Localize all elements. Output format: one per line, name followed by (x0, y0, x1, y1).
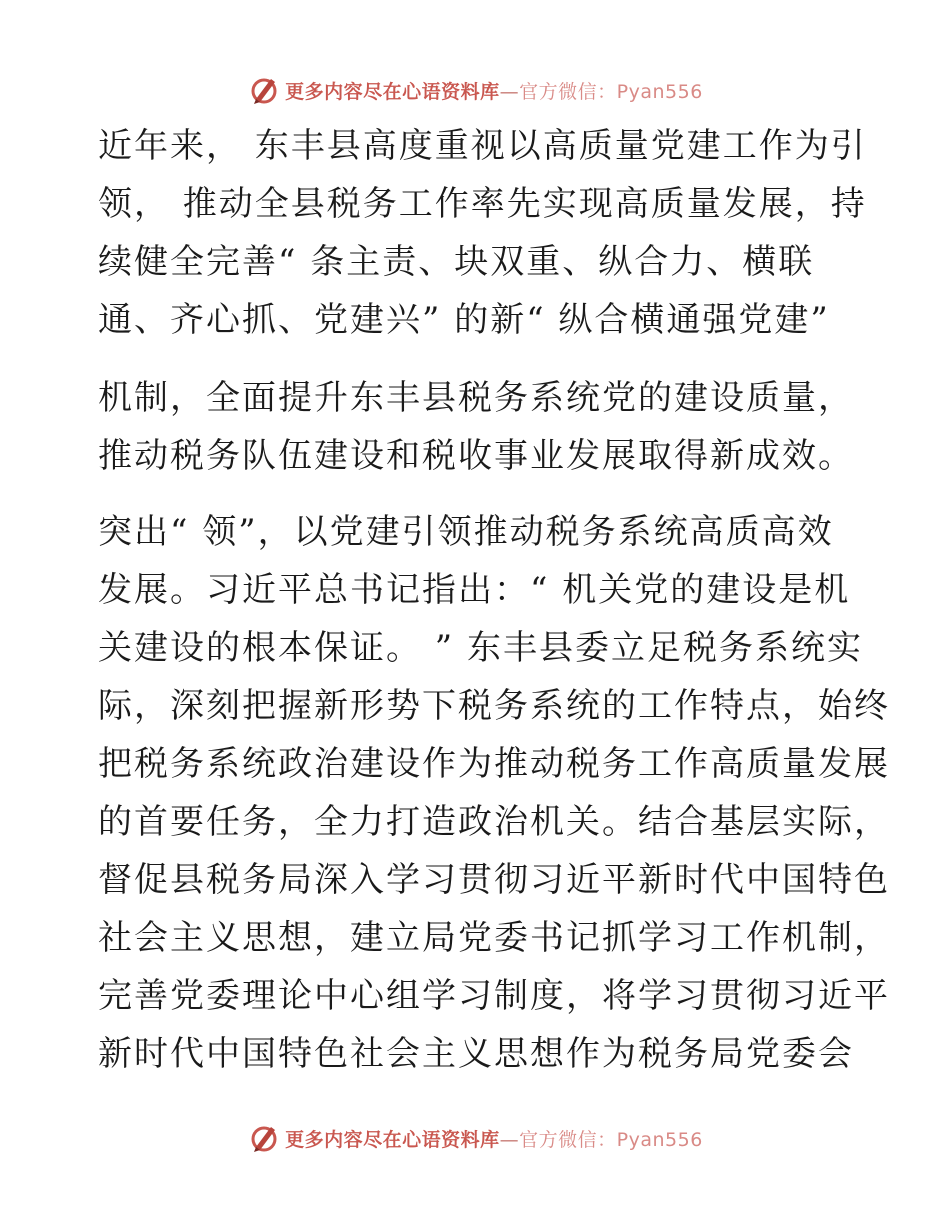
header-banner-text (285, 77, 703, 104)
pen-logo-icon (247, 73, 281, 107)
text-line: 通、齐心抓、党建兴” 的新“ 纵合横通强党建” (98, 300, 830, 340)
paragraph-1 (98, 126, 867, 340)
text-line: 近年来， 东丰县高度重视以高质量党建工作为引 (98, 126, 867, 166)
text-line: 推动税务队伍建设和税收事业发展取得新成效。 (98, 436, 854, 476)
footer-banner-contact: 官方微信：Pyan556 (519, 1128, 703, 1151)
header-watermark-banner (0, 70, 950, 110)
text-line: 把税务系统政治建设作为推动税务工作高质量发展 (98, 744, 890, 784)
text-line: 完善党委理论中心组学习制度，将学习贯彻习近平 (98, 976, 890, 1016)
footer-banner-site: 更多内容尽在心语资料库 (285, 1128, 500, 1151)
footer-banner-text (285, 1125, 703, 1152)
text-line: 的首要任务，全力打造政治机关。结合基层实际， (98, 802, 890, 842)
pen-logo-icon (247, 1121, 281, 1155)
text-line: 际，深刻把握新形势下税务系统的工作特点，始终 (98, 686, 890, 726)
header-banner-separator: — (499, 80, 520, 103)
text-line: 机制，全面提升东丰县税务系统党的建设质量， (98, 378, 854, 418)
text-line: 突出“ 领”，以党建引领推动税务系统高质高效 (98, 512, 834, 552)
text-line: 发展。习近平总书记指出：“ 机关党的建设是机 (98, 570, 851, 610)
paragraph-2 (98, 378, 854, 476)
text-line: 社会主义思想，建立局党委书记抓学习工作机制， (98, 918, 890, 958)
text-line: 关建设的根本保证。 ” 东丰县委立足税务系统实 (98, 628, 863, 668)
text-line: 领， 推动全县税务工作率先实现高质量发展，持 (98, 184, 867, 224)
text-line: 续健全完善“ 条主责、块双重、纵合力、横联 (98, 242, 815, 282)
paragraph-3 (98, 512, 890, 1074)
header-banner-contact: 官方微信：Pyan556 (519, 80, 703, 103)
footer-banner-separator: — (499, 1128, 520, 1151)
text-line: 新时代中国特色社会主义思想作为税务局党委会 (98, 1034, 854, 1074)
text-line: 督促县税务局深入学习贯彻习近平新时代中国特色 (98, 860, 890, 900)
header-banner-site: 更多内容尽在心语资料库 (285, 80, 500, 103)
footer-watermark-banner (0, 1118, 950, 1158)
